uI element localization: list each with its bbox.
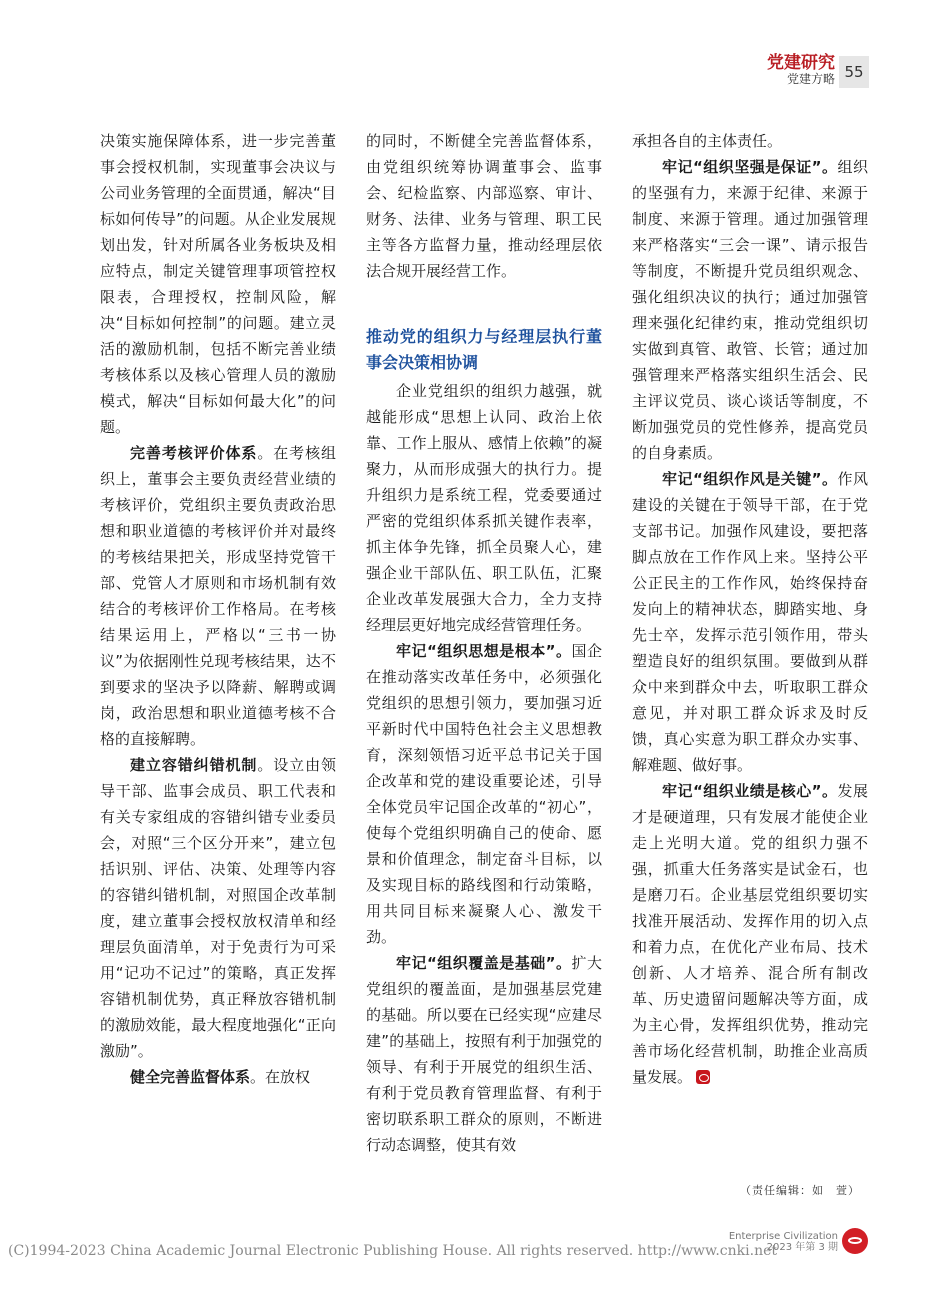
paragraph: 决策实施保障体系，进一步完善董事会授权机制，实现董事会决议与公司业务管理的全面贯通，解决“目标如何传导”的问题。从企业发展规划出发，针对所属各业务板块及相应特点，制定关键管理事项管控权限表，合理授权，控制风险，解决“目标如何控制”的问题。建立灵活的激励机制，包括不断完善业绩考核体系以及核心管理人员的激励模式，解决“目标如何最大化”的问题。	[100, 132, 336, 436]
copyright-watermark: (C)1994-2023 China Academic Journal Electronic Publishing House. All rights reserved. http://www.cnki.net	[8, 1243, 778, 1259]
section-title: 党建研究	[767, 53, 835, 73]
paragraph-lead: 牢记“组织思想是根本”。	[396, 642, 572, 660]
section-heading: 推动党的组织力与经理层执行董事会决策相协调	[366, 327, 602, 372]
paragraph	[100, 1064, 336, 1090]
paragraph: 的同时，不断健全完善监督体系，由党组织统筹协调董事会、监事会、纪检监察、内部巡察、审计、财务、法律、业务与管理、职工民主等各方监督力量，推动经理层依法合规开展经营工作。	[366, 132, 602, 280]
paragraph-text: 发展才是硬道理，只有发展才能使企业走上光明大道。党的组织力强不强，抓重大任务落实是试金石，也是磨刀石。企业基层党组织要切实找准开展活动、发挥作用的切入点和着力点，在优化产业布局、技术创新、人才培养、混合所有制改革、历史遗留问题解决等方面，成为主心骨，发挥组织优势，推动完善市场化经营机制，助推企业高质量发展。	[632, 782, 868, 1086]
paragraph	[366, 638, 602, 950]
paragraph-lead: 完善考核评价体系	[130, 444, 258, 462]
paragraph-text: 组织的坚强有力，来源于纪律、来源于制度、来源于管理。通过加强管理来严格落实“三会一课”、请示报告等制度，不断提升党员组织观念、强化组织决议的执行；通过加强管理来强化纪律约束，推动党组织切实做到真管、敢管、长管；通过加强管理来严格落实组织生活会、民主评议党员、谈心谈话等制度，不断加强党员的党性修养，提高党员的自身素质。	[632, 158, 868, 462]
column-1	[100, 128, 336, 1090]
paragraph-text: 。在考核组织上，董事会主要负责经营业绩的考核评价，党组织主要负责政治思想和职业道德的考核评价并对最终的考核结果把关，形成坚持党管干部、党管人才原则和市场机制有效结合的考核评价工作格局。在考核结果运用上，严格以“三书一协议”为依据刚性兑现考核结果，达不到要求的坚决予以降薪、解聘或调岗，政治思想和职业道德考核不合格的直接解聘。	[100, 444, 336, 748]
paragraph-lead: 建立容错纠错机制	[130, 756, 258, 774]
paragraph-text: 。设立由领导干部、监事会成员、职工代表和有关专家组成的容错纠错专业委员会，对照“三个区分开来”，建立包括识别、评估、决策、处理等内容的容错纠错机制，对照国企改革制度，建立董事会授权放权清单和经理层负面清单，对于免责行为可采用“记功不记过”的策略，真正发挥容错机制优势，真正释放容错机制的激励效能，最大程度地强化“正向激励”。	[100, 756, 336, 1060]
paragraph	[632, 154, 868, 466]
paragraph-text: 作风建设的关键在于领导干部，在于党支部书记。加强作风建设，要把落脚点放在工作作风上来。坚持公平公正民主的工作作风，始终保持奋发向上的精神状态，脚踏实地、身先士卒，发挥示范引领作用，带头塑造良好的组织氛围。要做到从群众中来到群众中去，听取职工群众意见，并对职工群众诉求及时反馈，真心实意为职工群众办实事、解难题、做好事。	[632, 470, 868, 774]
column-2	[366, 128, 602, 1158]
magazine-logo-icon	[842, 1228, 868, 1254]
paragraph	[632, 466, 868, 778]
paragraph	[100, 440, 336, 752]
issue-label: 2023 年第 3 期	[766, 1242, 838, 1253]
paragraph	[100, 752, 336, 1064]
paragraph	[632, 778, 868, 1090]
end-mark-icon	[696, 1070, 710, 1084]
column-3	[632, 128, 868, 1090]
paragraph-lead: 牢记“组织覆盖是基础”。	[396, 954, 572, 972]
paragraph-text: 国企在推动落实改革任务中，必须强化党组织的思想引领力，要加强习近平新时代中国特色社会主义思想教育，深刻领悟习近平总书记关于国企改革和党的建设重要论述，引导全体党员牢记国企改革的“初心”，使每个党组织明确自己的使命、愿景和价值理念，制定奋斗目标，以及实现目标的路线图和行动策略，用共同目标来凝聚人心、激发干劲。	[366, 642, 602, 946]
paragraph-lead: 牢记“组织作风是关键”。	[662, 470, 838, 488]
paragraph-lead: 牢记“组织业绩是核心”。	[662, 782, 838, 800]
paragraph: 企业党组织的组织力越强，就越能形成“思想上认同、政治上依靠、工作上服从、感情上依赖”的凝聚力，从而形成强大的执行力。提升组织力是系统工程，党委要通过严密的党组织体系抓关键作表率，抓主体争先锋，抓全员聚人心，建强企业干部队伍、职工队伍，汇聚企业改革发展强大合力，全力支持经理层更好地完成经营管理任务。	[366, 382, 602, 634]
page-number: 55	[839, 56, 869, 88]
editor-credit: （责任编辑：如 萱）	[740, 1184, 860, 1197]
brand-name: Enterprise Civilization	[728, 1231, 838, 1242]
paragraph-lead: 健全完善监督体系	[130, 1068, 251, 1086]
section-subtitle: 党建方略	[786, 72, 835, 86]
paragraph-text: 。在放权	[250, 1068, 311, 1086]
paragraph: 承担各自的主体责任。	[632, 132, 783, 150]
paragraph-text: 扩大党组织的覆盖面，是加强基层党建的基础。所以要在已经实现“应建尽建”的基础上，按照有利于加强党的领导、有利于开展党的组织生活、有利于党员教育管理监督、有利于密切联系职工群众的原则，不断进行动态调整，使其有效	[366, 954, 602, 1154]
paragraph	[366, 950, 602, 1158]
paragraph-lead: 牢记“组织坚强是保证”。	[662, 158, 838, 176]
